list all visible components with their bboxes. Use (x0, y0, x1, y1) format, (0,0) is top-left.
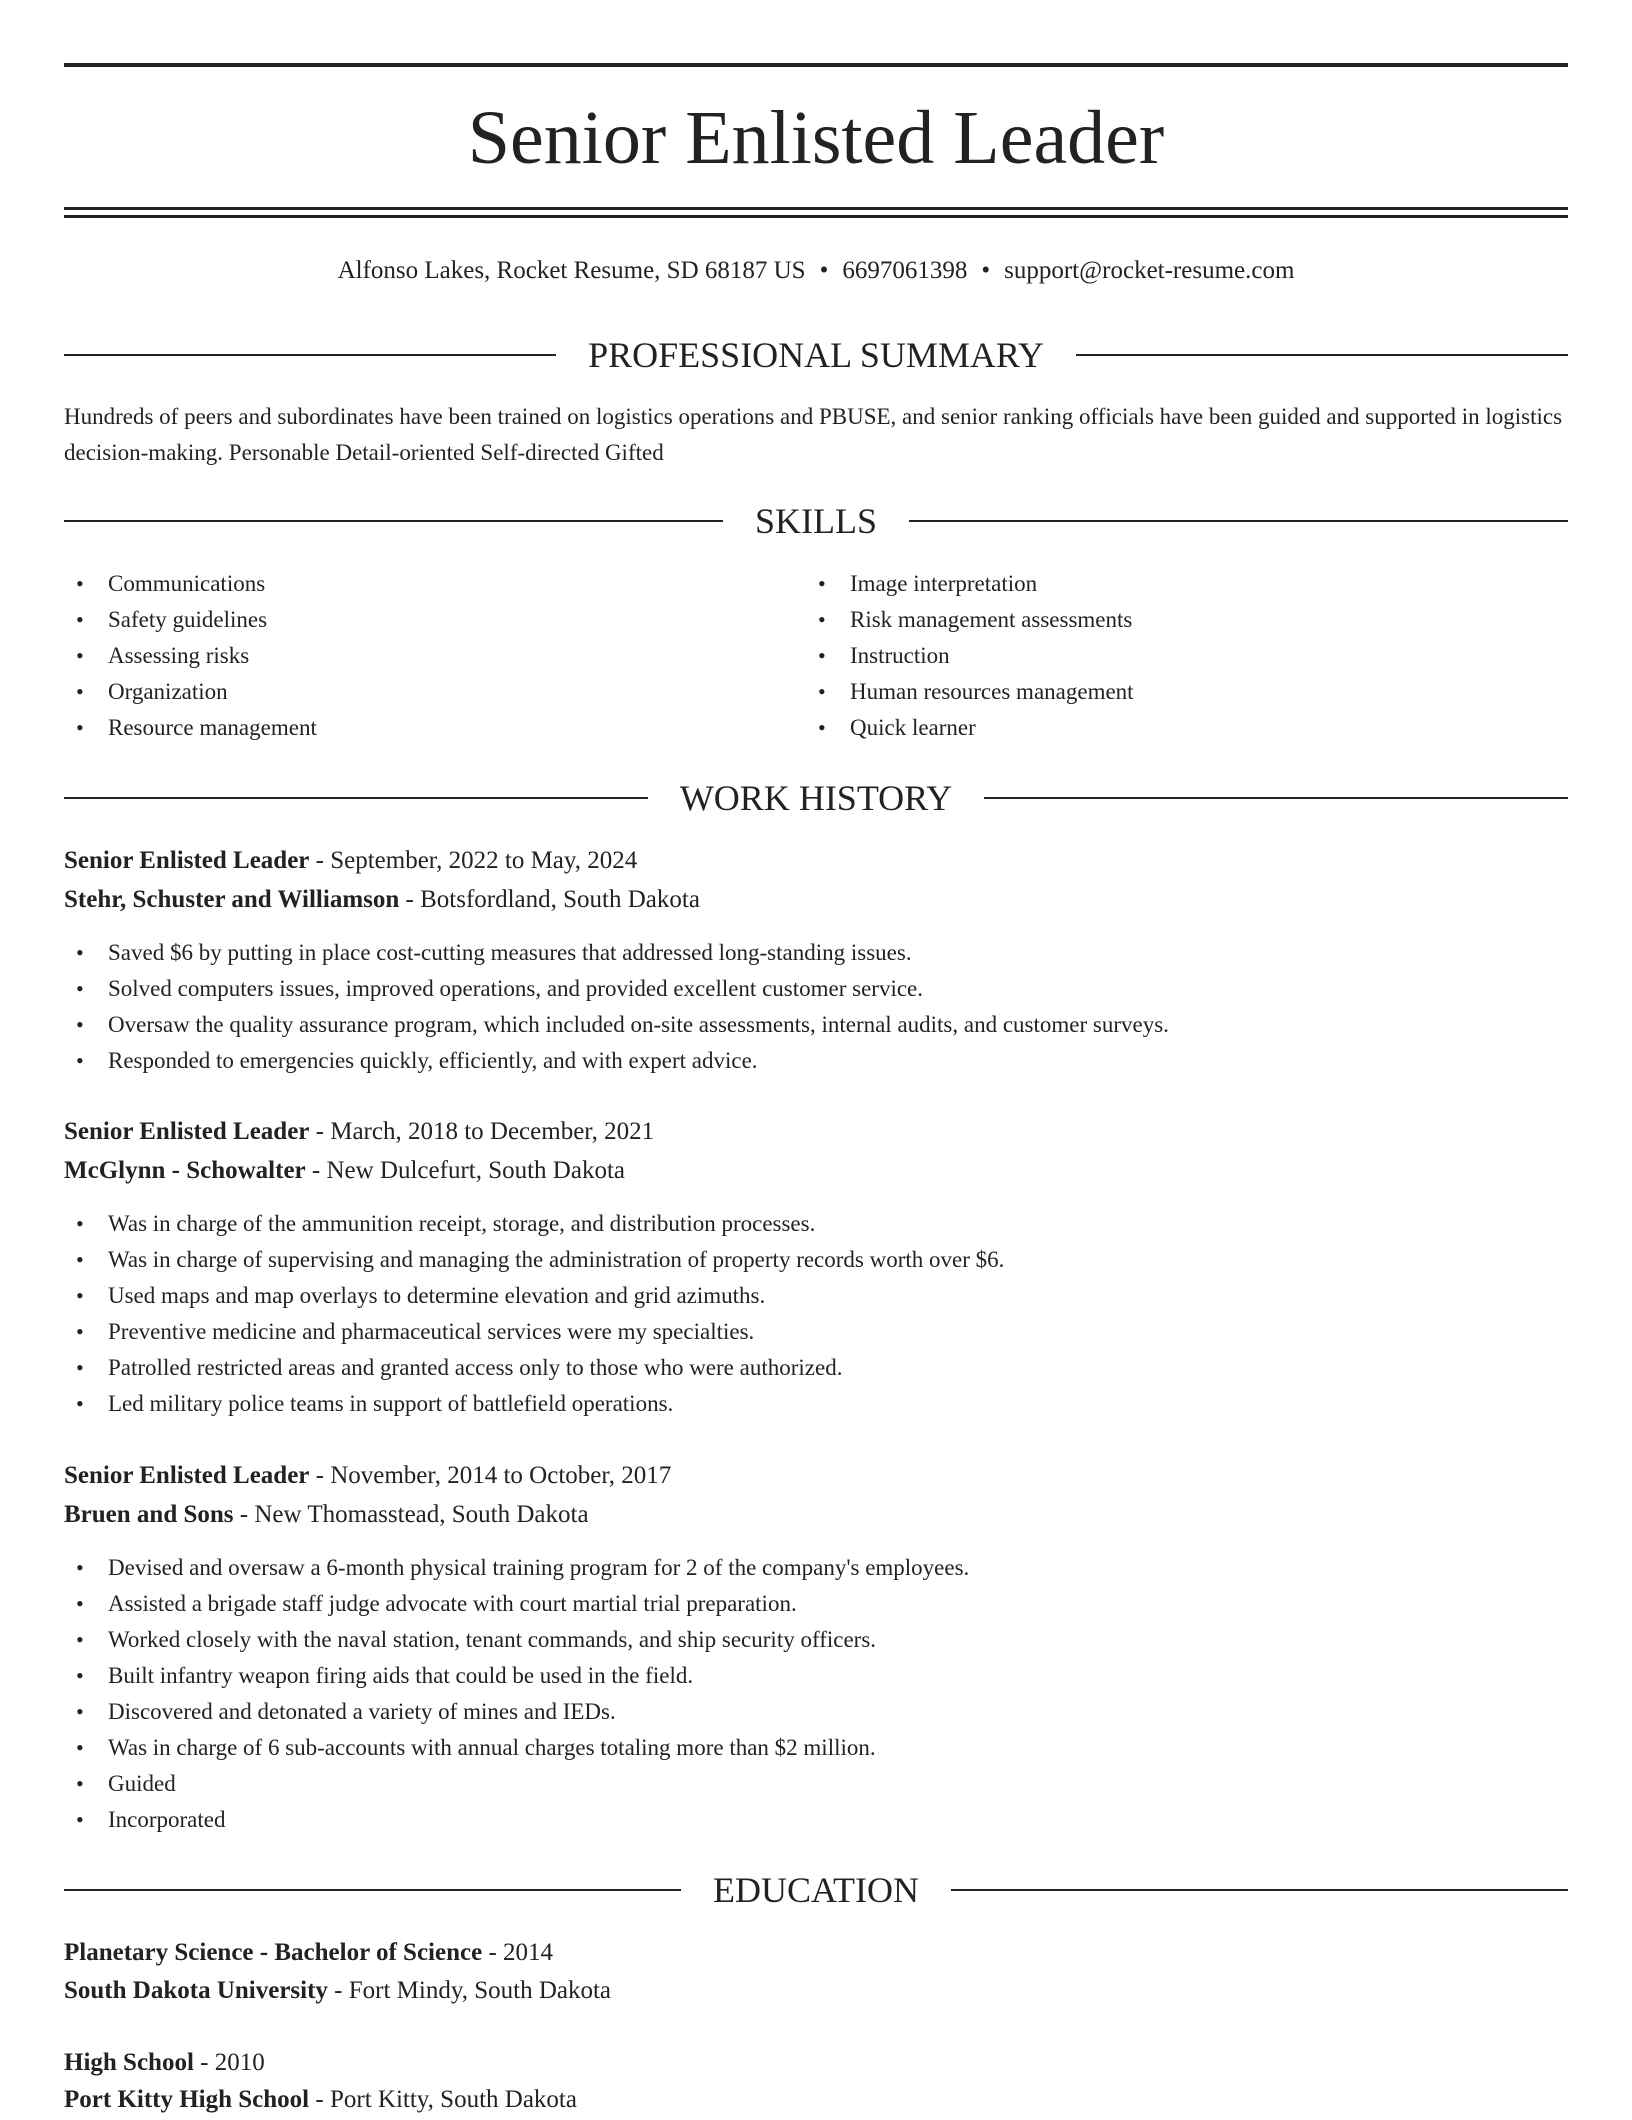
education-school-line (64, 1971, 1568, 2011)
job-bullet: • Responded to emergencies quickly, efficiently, and with expert advice. (64, 1043, 1568, 1079)
job-title-line (64, 1112, 1568, 1152)
section-rule (64, 520, 723, 522)
job-bullet: • Assisted a brigade staff judge advocate with court martial trial preparation. (64, 1586, 1568, 1622)
section-heading-skills (64, 496, 1568, 546)
section-heading-education (64, 1865, 1568, 1915)
skill-item: • Organization (64, 674, 764, 710)
section-rule (951, 1889, 1568, 1891)
job-title: Senior Enlisted Leader (64, 1462, 310, 1489)
job-bullet: • Solved computers issues, improved operations, and provided excellent customer service. (64, 971, 1568, 1007)
education-school: Port Kitty High School (64, 2086, 310, 2113)
job-bullet: • Was in charge of the ammunition receipt, storage, and distribution processes. (64, 1206, 1568, 1242)
job-bullet: • Devised and oversaw a 6-month physical training program for 2 of the company's employees. (64, 1550, 1568, 1586)
education-location: - Fort Mindy, South Dakota (327, 1977, 612, 2004)
job-bullet: • Guided (64, 1766, 1568, 1802)
job-bullets (64, 1206, 1568, 1422)
job-bullet: • Was in charge of supervising and managing the administration of property records worth over $6. (64, 1242, 1568, 1278)
skill-item: • Human resources management (806, 674, 1506, 710)
contact-separator: • (819, 257, 829, 284)
job-bullets (64, 1550, 1568, 1838)
skill-item: • Resource management (64, 710, 764, 746)
job-bullet: • Saved $6 by putting in place cost-cutting measures that addressed long-standing issues. (64, 935, 1568, 971)
skill-item: • Instruction (806, 638, 1506, 674)
job-location: - New Dulcefurt, South Dakota (305, 1157, 626, 1184)
job-location: - New Thomasstead, South Dakota (233, 1501, 589, 1528)
section-rule (1076, 354, 1568, 356)
job-title: Senior Enlisted Leader (64, 847, 310, 874)
section-heading-work (64, 773, 1568, 823)
section-title: EDUCATION (713, 1870, 919, 1910)
education-year: - 2010 (193, 2049, 265, 2076)
job-bullet: • Incorporated (64, 1802, 1568, 1838)
section-rule (64, 797, 648, 799)
education-degree-line (64, 1933, 1568, 1973)
section-title: SKILLS (755, 501, 878, 541)
education-degree: High School (64, 2049, 194, 2076)
skill-item: • Safety guidelines (64, 602, 764, 638)
section-rule (64, 1889, 681, 1891)
header-bottom-rule-2 (64, 215, 1568, 218)
job-bullet: • Was in charge of 6 sub-accounts with annual charges totaling more than $2 million. (64, 1730, 1568, 1766)
section-rule (909, 520, 1568, 522)
job-bullet: • Patrolled restricted areas and granted access only to those who were authorized. (64, 1350, 1568, 1386)
job-bullet: • Used maps and map overlays to determine elevation and grid azimuths. (64, 1278, 1568, 1314)
section-title: PROFESSIONAL SUMMARY (588, 335, 1044, 375)
job-company-line (64, 1495, 1568, 1535)
section-rule (984, 797, 1568, 799)
section-rule (64, 354, 556, 356)
job-company-line (64, 880, 1568, 920)
job-dates: - September, 2022 to May, 2024 (309, 847, 638, 874)
contact-phone: 6697061398 (842, 257, 968, 284)
skills-list-left (64, 566, 764, 746)
education-location: - Port Kitty, South Dakota (309, 2086, 577, 2113)
header-bottom-rule (64, 207, 1568, 210)
skill-item: • Risk management assessments (806, 602, 1506, 638)
job-bullet: • Oversaw the quality assurance program, which included on-site assessments, internal audits, and customer surveys. (64, 1007, 1568, 1043)
job-bullets (64, 935, 1568, 1079)
job-bullet: • Built infantry weapon firing aids that could be used in the field. (64, 1658, 1568, 1694)
contact-address: Alfonso Lakes, Rocket Resume, SD 68187 US (337, 257, 806, 284)
job-company: McGlynn - Schowalter (64, 1157, 306, 1184)
skill-item: • Communications (64, 566, 764, 602)
contact-separator: • (981, 257, 991, 284)
summary-text: Hundreds of peers and subordinates have been trained on logistics operations and PBUSE, and senior ranking officials have been guided and supported in logistics decision-making. Personable Detail-oriented Self-directed Gifted (64, 404, 1563, 465)
education-degree-line (64, 2043, 1568, 2083)
job-bullet: • Worked closely with the naval station, tenant commands, and ship security officers. (64, 1622, 1568, 1658)
job-company: Stehr, Schuster and Williamson (64, 886, 400, 913)
job-bullet: • Led military police teams in support of battlefield operations. (64, 1386, 1568, 1422)
resume-name: Senior Enlisted Leader (467, 96, 1165, 180)
job-title-line (64, 1456, 1568, 1496)
job-dates: - November, 2014 to October, 2017 (309, 1462, 672, 1489)
education-degree: Planetary Science - Bachelor of Science (64, 1939, 483, 1966)
job-title: Senior Enlisted Leader (64, 1118, 310, 1145)
education-year: - 2014 (482, 1939, 554, 1966)
job-title-line (64, 841, 1568, 881)
contact-email: support@rocket-resume.com (1004, 257, 1295, 284)
section-title: WORK HISTORY (679, 778, 953, 818)
contact-line (64, 253, 1568, 289)
job-company-line (64, 1151, 1568, 1191)
job-bullet: • Preventive medicine and pharmaceutical services were my specialties. (64, 1314, 1568, 1350)
job-location: - Botsfordland, South Dakota (399, 886, 700, 913)
skills-list-right (806, 566, 1506, 746)
job-company: Bruen and Sons (64, 1501, 234, 1528)
education-school: South Dakota University (64, 1977, 328, 2004)
section-heading-summary (64, 330, 1568, 380)
education-school-line (64, 2080, 1568, 2120)
skill-item: • Assessing risks (64, 638, 764, 674)
header-top-rule (64, 63, 1568, 67)
skill-item: • Image interpretation (806, 566, 1506, 602)
job-bullet: • Discovered and detonated a variety of mines and IEDs. (64, 1694, 1568, 1730)
job-dates: - March, 2018 to December, 2021 (309, 1118, 655, 1145)
skill-item: • Quick learner (806, 710, 1506, 746)
